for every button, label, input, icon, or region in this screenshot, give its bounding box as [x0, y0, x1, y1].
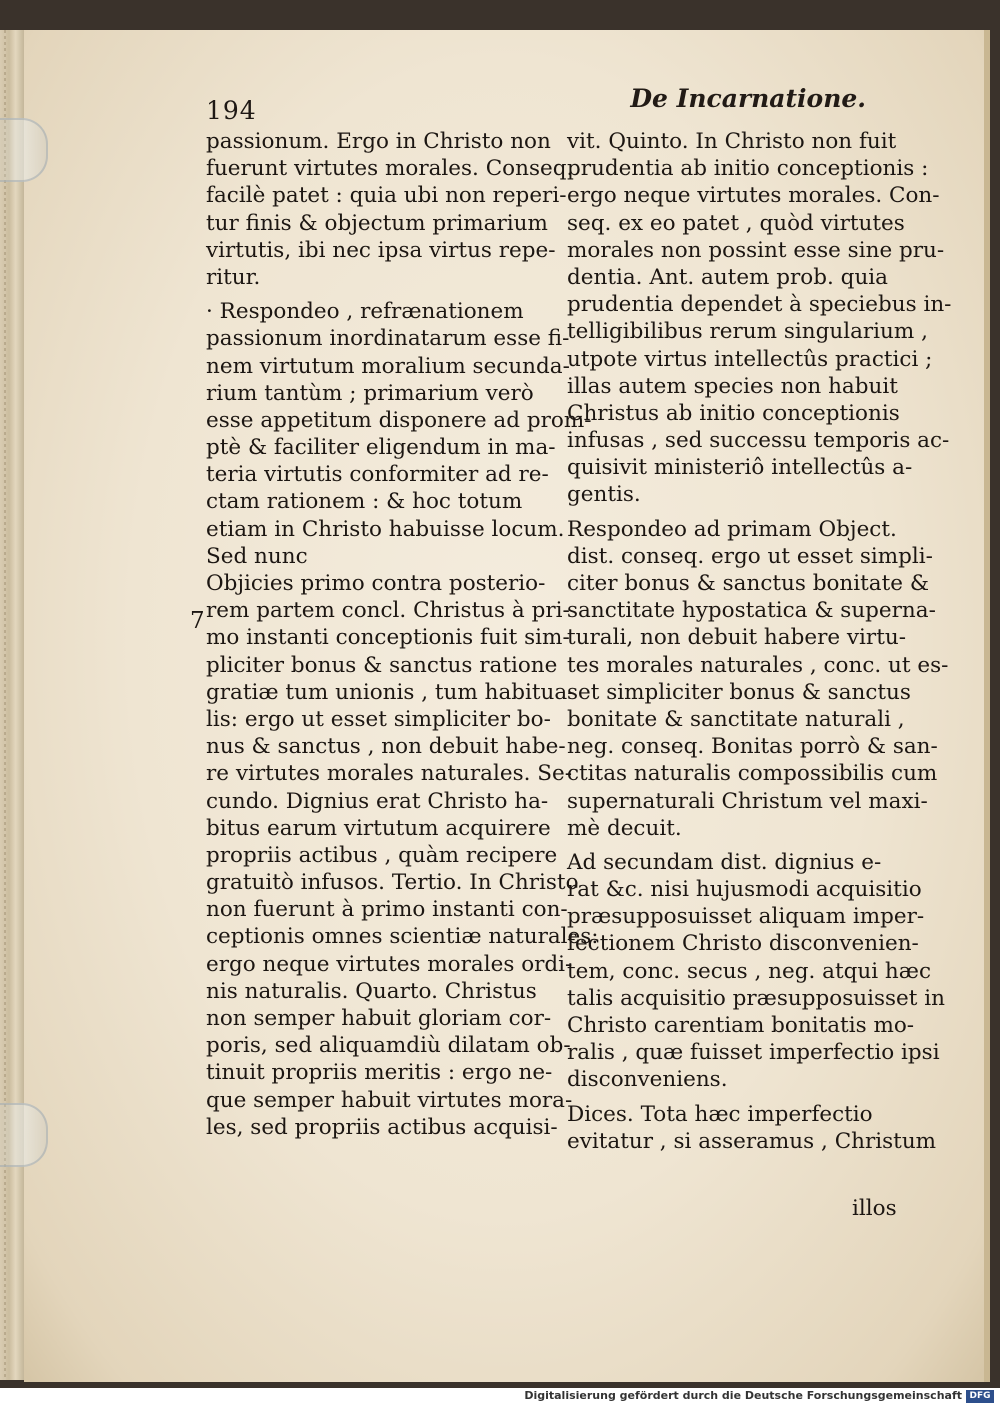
- text-line: tur finis & objectum primarium: [206, 210, 548, 236]
- text-line: turali, non debuit habere virtu-: [567, 625, 906, 651]
- text-line: seq. ex eo patet , quòd virtutes: [567, 210, 905, 236]
- paragraph-gap: [567, 509, 912, 516]
- text-line: virtutis, ibi nec ipsa virtus repe-: [206, 237, 556, 263]
- text-line: propriis actibus , quàm recipere: [206, 842, 558, 868]
- text-line: præsupposuisset aliquam imper-: [567, 904, 925, 930]
- text-line: non semper habuit gloriam cor-: [206, 1006, 552, 1031]
- text-line: Christo carentiam bonitatis mo-: [567, 1013, 915, 1038]
- text-line: esse appetitum disponere ad prom-: [206, 407, 592, 433]
- text-line: ralis , quæ fuisset imperfectio ipsi: [567, 1040, 940, 1066]
- text-line: vit. Quinto. In Christo non fuit: [567, 129, 897, 154]
- text-line: rem partem concl. Christus à pri-: [206, 598, 570, 624]
- text-line: Sed nunc: [206, 543, 308, 569]
- text-line: lis: ergo ut esset simpliciter bo-: [206, 706, 551, 732]
- text-line: nem virtutum moralium secunda-: [206, 353, 570, 379]
- text-line: que semper habuit virtutes mora-: [206, 1087, 573, 1113]
- page-clip-top: [0, 118, 48, 182]
- text-line: infusas , sed successu temporis ac-: [567, 428, 950, 454]
- text-line: prudentia dependet à speciebus in-: [567, 292, 952, 318]
- running-head: [206, 84, 906, 124]
- text-line: cundo. Dignius erat Christo ha-: [206, 788, 549, 814]
- text-line: Respondeo ad primam Object.: [567, 516, 897, 542]
- paragraph-gap: [206, 291, 551, 298]
- text-line: passionum. Ergo in Christo non: [206, 129, 551, 154]
- text-line: non fuerunt à primo instanti con-: [206, 897, 568, 923]
- text-line: re virtutes morales naturales. Se-: [206, 761, 573, 787]
- text-line: etiam in Christo habuisse locum.: [206, 516, 565, 542]
- text-line: ceptionis omnes scientiæ naturales:: [206, 924, 599, 950]
- text-line: morales non possint esse sine pru-: [567, 237, 945, 263]
- marginal-number: 7: [190, 608, 205, 634]
- text-line: fectionem Christo disconvenien-: [567, 931, 919, 957]
- text-line: ritur.: [206, 264, 261, 290]
- right-text-column: [567, 128, 952, 1155]
- text-line: mè decuit.: [567, 815, 682, 841]
- text-line: nis naturalis. Quarto. Christus: [206, 978, 537, 1004]
- text-line: dist. conseq. ergo ut esset simpli-: [567, 543, 933, 569]
- text-line: Dices. Tota hæc imperfectio: [567, 1101, 873, 1127]
- running-title: De Incarnatione.: [630, 84, 866, 113]
- text-line: tinuit propriis meritis : ergo ne-: [206, 1060, 553, 1086]
- funding-credit: Digitalisierung gefördert durch die Deutsche Forschungsgemeinschaft: [524, 1389, 962, 1402]
- text-line: supernaturali Christum vel maxi-: [567, 788, 928, 814]
- text-line: ergo neque virtutes morales ordi-: [206, 951, 573, 977]
- text-line: gentis.: [567, 482, 641, 508]
- text-line: quisivit ministeriô intellectûs a-: [567, 455, 913, 481]
- text-line: rat &c. nisi hujusmodi acquisitio: [567, 877, 922, 903]
- page-clip-bottom: [0, 1103, 48, 1167]
- text-line: bonitate & sanctitate naturali ,: [567, 706, 905, 732]
- text-line: illas autem species non habuit: [567, 373, 898, 399]
- text-line: ctam rationem : & hoc totum: [206, 489, 523, 515]
- left-text-column: [206, 128, 599, 1141]
- text-line: bitus earum virtutum acquirere: [206, 815, 551, 841]
- page-number: 194: [206, 96, 257, 125]
- text-line: Objicies primo contra posterio-: [206, 571, 546, 596]
- text-line: gratuitò infusos. Tertio. In Christo: [206, 870, 579, 896]
- text-line: utpote virtus intellectûs practici ;: [567, 346, 933, 372]
- text-line: disconveniens.: [567, 1067, 728, 1093]
- text-line: telligibilibus rerum singularium ,: [567, 319, 928, 345]
- footer-bar: [0, 1388, 1000, 1405]
- text-line: ptè & faciliter eligendum in ma-: [206, 435, 556, 461]
- text-line: fuerunt virtutes morales. Conseq.: [206, 156, 574, 182]
- text-line: ergo neque virtutes morales. Con-: [567, 183, 940, 209]
- text-line: poris, sed aliquamdiù dilatam ob-: [206, 1033, 571, 1059]
- text-line: talis acquisitio præsupposuisset in: [567, 985, 945, 1011]
- text-line: mo instanti conceptionis fuit sim-: [206, 625, 570, 651]
- catchword: illos: [852, 1196, 897, 1221]
- text-line: facilè patet : quia ubi non reperi-: [206, 183, 567, 209]
- text-line: rium tantùm ; primarium verò: [206, 380, 534, 406]
- text-line: sanctitate hypostatica & superna-: [567, 598, 936, 624]
- text-line: gratiæ tum unionis , tum habitua-: [206, 679, 575, 705]
- page-edge-stack: [0, 30, 26, 1380]
- text-line: set simpliciter bonus & sanctus: [567, 679, 911, 705]
- text-line: dentia. Ant. autem prob. quia: [567, 264, 888, 290]
- text-line: · Respondeo , refrænationem: [206, 299, 524, 325]
- dfg-logo: DFG: [966, 1390, 994, 1403]
- text-line: citer bonus & sanctus bonitate &: [567, 571, 929, 596]
- text-line: teria virtutis conformiter ad re-: [206, 462, 549, 488]
- text-line: evitatur , si asseramus , Christum: [567, 1128, 937, 1154]
- text-line: Ad secundam dist. dignius e-: [567, 849, 882, 875]
- paragraph-gap: [567, 842, 912, 849]
- text-line: ctitas naturalis compossibilis cum: [567, 761, 938, 787]
- text-line: les, sed propriis actibus acquisi-: [206, 1114, 558, 1140]
- text-line: passionum inordinatarum esse fi-: [206, 326, 570, 352]
- text-line: tes morales naturales , conc. ut es-: [567, 652, 949, 678]
- paragraph-gap: [567, 1094, 912, 1101]
- text-line: neg. conseq. Bonitas porrò & san-: [567, 734, 938, 760]
- text-line: Christus ab initio conceptionis: [567, 400, 900, 426]
- text-line: prudentia ab initio conceptionis :: [567, 156, 929, 182]
- text-line: nus & sanctus , non debuit habe-: [206, 734, 566, 760]
- text-line: tem, conc. secus , neg. atqui hæc: [567, 958, 932, 984]
- text-line: pliciter bonus & sanctus ratione: [206, 652, 558, 678]
